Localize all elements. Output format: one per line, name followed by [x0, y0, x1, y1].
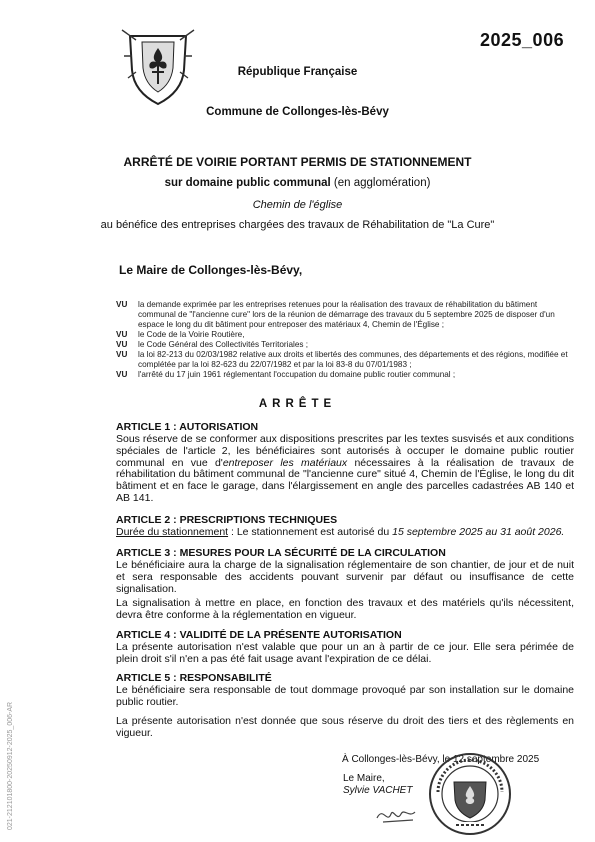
vu-text: le Code de la Voirie Routière,	[138, 330, 245, 339]
arrete-heading: ARRÊTE	[258, 398, 337, 410]
vu-item	[116, 330, 576, 340]
document-reference: 2025_006	[480, 30, 565, 50]
article-1-italic: entreposer les matériaux	[222, 456, 348, 469]
vu-list	[116, 300, 576, 380]
vu-key: VU	[116, 340, 128, 349]
margin-reference-text: 021-212101800-20250912-2025_006-AR	[7, 701, 14, 830]
handwritten-signature	[373, 800, 419, 830]
vu-key: VU	[116, 370, 128, 379]
vu-item	[116, 350, 576, 370]
decree-subtitle	[0, 177, 595, 189]
vu-text: la loi 82-213 du 02/03/1982 relative aux droits et libertés des communes, des départements et des régions, modifiée et complétée par la loi 82-623 du 22/07/1982 et par la loi 83-8 du 07/01/1983 ;	[138, 350, 568, 369]
republic-heading: République Française	[237, 66, 358, 78]
vu-text: le Code Général des Collectivités Territoriales ;	[138, 340, 309, 349]
signature-date: À Collonges-lès-Bévy, le 12 septembre 2025	[342, 754, 540, 765]
signature-role: Le Maire,	[343, 773, 385, 784]
vu-text: la demande exprimée par les entreprises retenues pour la réalisation des travaux de réhabilitation du bâtiment communal de "l'ancienne cure" lors de la réunion de démarrage des travaux du 5 septembre 2025 de disposer d'un espace le long du dit bâtiment pour entreposer des matériaux 4, Chemin de l'Église ;	[138, 300, 555, 329]
decree-location: Chemin de l'église	[252, 199, 343, 211]
article-2-text	[116, 527, 574, 539]
article-1-text	[116, 434, 574, 505]
commune-heading: Commune de Collonges-lès-Bévy	[206, 106, 389, 118]
vu-key: VU	[116, 300, 128, 309]
article-1-rest: nécessaires à la réalisation de travaux de réhabilitation du bâtiment communal de "l'ancienne cure" situé 4, Chemin de l'Église, le long du dit bâtiment et en face le garage, dans l'élargissement en angle des parcelles cadastrées AB 140 et AB 141.	[116, 456, 574, 504]
vu-key: VU	[116, 350, 128, 359]
duration-label: Durée du stationnement	[116, 526, 229, 538]
article-5-p2: La présente autorisation n'est donnée que sous réserve du droit des tiers et des règlements en vigueur.	[116, 715, 574, 739]
article-5-p1: Le bénéficiaire sera responsable de tout dommage provoqué par son installation sur le domaine public routier.	[116, 684, 574, 708]
mayor-heading: Le Maire de Collonges-lès-Bévy,	[119, 263, 303, 277]
mairie-stamp	[428, 752, 512, 836]
article-5-heading: ARTICLE 5 : RESPONSABILITÉ	[116, 672, 272, 684]
decree-beneficiary: au bénéfice des entreprises chargées des travaux de Réhabilitation de "La Cure"	[100, 219, 495, 231]
vu-key: VU	[116, 330, 128, 339]
signature-name: Sylvie VACHET	[343, 785, 413, 796]
article-1-p1: Sous réserve de se conformer aux dispositions prescrites par les textes susvisés et aux conditions spéciales de l'article 2, les bénéficiaires sont autorisés à occuper le domaine public routier communal en vue d'	[116, 433, 574, 469]
article-4-p1: La présente autorisation n'est valable que pour un an à partir de ce jour. Elle sera périmée de plein droit s'il n'en a pas été fait usage avant l'expiration de ce délai.	[116, 641, 574, 665]
duration-text: : Le stationnement est autorisé du	[228, 526, 393, 538]
subtitle-bold: sur domaine public communal	[164, 177, 331, 189]
decree-title: ARRÊTÉ DE VOIRIE PORTANT PERMIS DE STATIONNEMENT	[123, 155, 472, 169]
vu-item	[116, 300, 576, 330]
article-1-heading: ARTICLE 1 : AUTORISATION	[116, 421, 259, 433]
subtitle-rest: (en agglomération)	[330, 177, 431, 189]
margin-reference	[7, 701, 19, 830]
vu-text: l'arrêté du 17 juin 1961 réglementant l'occupation du domaine public routier communal ;	[138, 370, 456, 379]
article-4-heading: ARTICLE 4 : VALIDITÉ DE LA PRÉSENTE AUTORISATION	[116, 629, 402, 641]
vu-item	[116, 370, 576, 380]
article-3-heading: ARTICLE 3 : MESURES POUR LA SÉCURITÉ DE LA CIRCULATION	[116, 547, 446, 559]
article-2-heading: ARTICLE 2 : PRESCRIPTIONS TECHNIQUES	[116, 514, 338, 526]
vu-item	[116, 340, 576, 350]
article-3-p2: La signalisation à mettre en place, en fonction des travaux et des matériels qu'ils nécessitent, devra être conforme à la réglementation en vigueur.	[116, 597, 574, 621]
article-3-p1: Le bénéficiaire aura la charge de la signalisation réglementaire de son chantier, de jour et de nuit et sera responsable des accidents pouvant survenir par défaut ou insuffisance de cette signalisation.	[116, 559, 574, 595]
duration-dates: 15 septembre 2025 au 31 août 2026.	[392, 526, 565, 538]
